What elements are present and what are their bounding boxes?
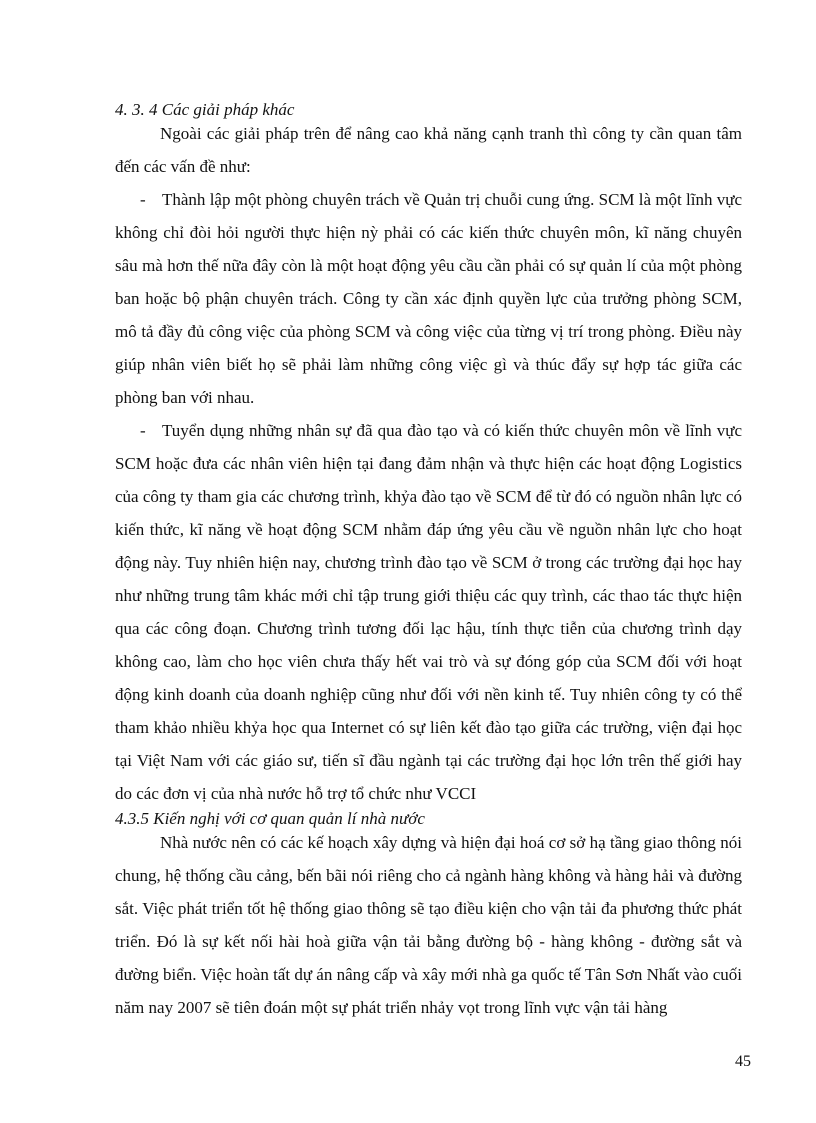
section-4-3-5-body: [115, 826, 742, 1024]
intro-paragraph: Ngoài các giải pháp trên để nâng cao khả năng cạnh tranh thì công ty cần quan tâm đến các vấn đề như:: [115, 124, 742, 176]
page-number: 45: [735, 1053, 751, 1070]
dash-marker: -: [140, 421, 146, 440]
list-item: [115, 183, 742, 414]
section-heading-4-3-4: 4. 3. 4 Các giải pháp khác: [115, 100, 295, 119]
section-4-3-4-body: [115, 117, 742, 810]
list-item-text: Tuyển dụng những nhân sự đã qua đào tạo và có kiến thức chuyên môn về lĩnh vực SCM hoặc đưa các nhân viên hiện tại đang đảm nhận và thực hiện các hoạt động Logistics của công ty tham gia các chương trình, khỷa đào tạo về SCM để từ đó có nguồn nhân lực có kiến thức, kĩ năng về hoạt động SCM nhằm đáp ứng yêu cầu về nguồn nhân lực cho hoạt động này. Tuy nhiên hiện nay, chương trình đào tạo về SCM ở trong các trường đại học hay như những trung tâm khác mới chỉ tập trung giới thiệu các quy trình, các thao tác thực hiện qua các công đoạn. Chương trình tương đối lạc hậu, tính thực tiễn của chương trình dạy không cao, làm cho học viên chưa thấy hết vai trò và sự đóng góp của SCM đối với hoạt động kinh doanh của doanh nghiệp cũng như đối với nền kinh tế. Tuy nhiên công ty có thể tham khảo nhiều khỷa học qua Internet có sự liên kết đào tạo giữa các trường, viện đại học tại Việt Nam với các giáo sư, tiến sĩ đầu ngành tại các trường đại học lớn trên thế giới hay do các đơn vị của nhà nước hỗ trợ tổ chức như VCCI: [115, 421, 742, 803]
section-heading-4-3-5: 4.3.5 Kiến nghị với cơ quan quản lí nhà nước: [115, 809, 425, 828]
body-paragraph: Nhà nước nên có các kế hoạch xây dựng và hiện đại hoá cơ sở hạ tầng giao thông nói chung, hệ thống cầu cảng, bến bãi nói riêng cho cả ngành hàng không và hàng hải và đường sắt. Việc phát triển tốt hệ thống giao thông sẽ tạo điều kiện cho vận tải đa phương thức phát triển. Đó là sự kết nối hài hoà giữa vận tải bằng đường bộ - hàng không - đường sắt và đường biển. Việc hoàn tất dự án nâng cấp và xây mới nhà ga quốc tế Tân Sơn Nhất vào cuối năm nay 2007 sẽ tiên đoán một sự phát triển nhảy vọt trong lĩnh vực vận tải hàng: [115, 833, 742, 1017]
dash-marker: -: [140, 190, 146, 209]
list-item: [115, 414, 742, 810]
list-item-text: Thành lập một phòng chuyên trách về Quản trị chuỗi cung ứng. SCM là một lĩnh vực không chỉ đòi hỏi người thực hiện nỳ phải có các kiến thức chuyên môn, kĩ năng chuyên sâu mà hơn thế nữa đây còn là một hoạt động yêu cầu cần phải có sự quản lí của một phòng ban hoặc bộ phận chuyên trách. Công ty cần xác định quyền lực của trưởng phòng SCM, mô tả đầy đủ công việc của phòng SCM và công việc của từng vị trí trong phòng. Điều này giúp nhân viên biết họ sẽ phải làm những công việc gì và thúc đẩy sự hợp tác giữa các phòng ban với nhau.: [115, 190, 742, 407]
